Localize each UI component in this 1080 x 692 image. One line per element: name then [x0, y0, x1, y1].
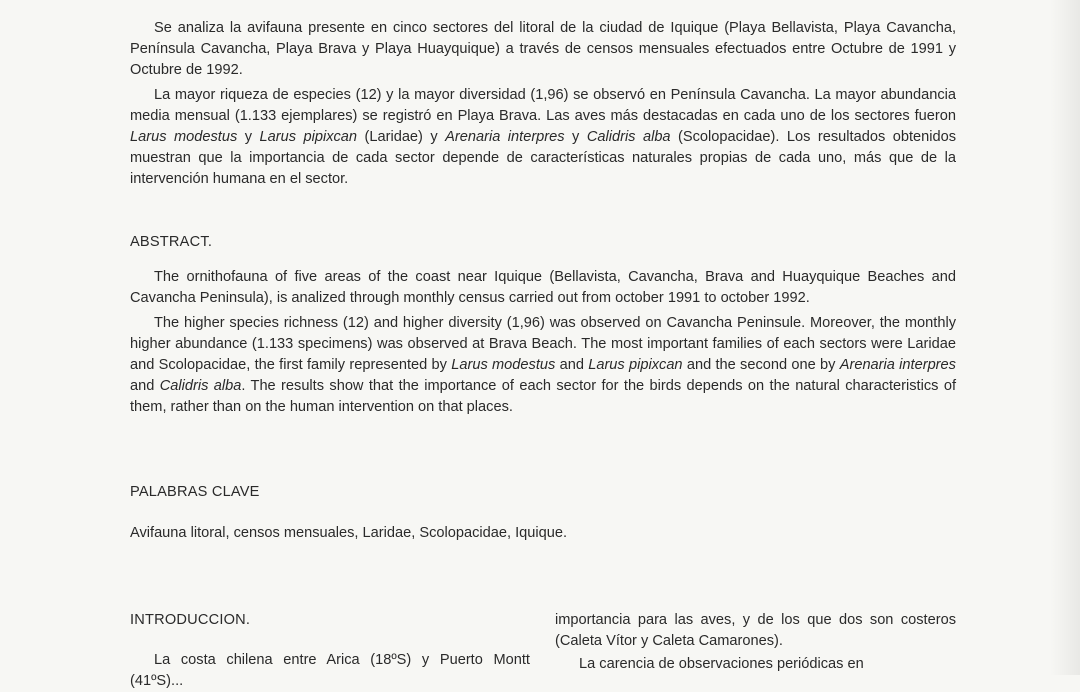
text-run: y — [237, 129, 260, 145]
species-name: Calidris alba — [159, 378, 242, 394]
text-run: The higher species richness (12) and higher diversity (1,96) was observed on Cavancha Peninsule. Moreover, the monthly higher abundance (1.133 specimens) was observed at Brava Beach. The most important families of each sectors were Laridae and Scolopacidae, the first family represented by — [130, 315, 956, 373]
abstract-section — [130, 232, 956, 418]
intro-left-paragraph: La costa chilena entre Arica (18ºS) y Puerto Montt (41ºS)... — [130, 652, 530, 689]
text-run: and — [555, 357, 589, 373]
species-name: Larus pipixcan — [259, 129, 358, 145]
species-name: Larus pipixcan — [588, 357, 683, 373]
text-run: (Laridae) y — [357, 129, 446, 145]
intro-right-paragraph-2: La carencia de observaciones periódicas en — [579, 656, 864, 672]
species-name: Larus modestus — [451, 357, 556, 373]
text-run: y — [564, 129, 587, 145]
resumen-paragraph-2 — [130, 85, 956, 190]
species-name: Arenaria interpres — [839, 357, 956, 373]
text-run: La mayor riqueza de especies (12) y la mayor diversidad (1,96) se observó en Península Cavancha. La mayor abundancia media mensual (1.133 ejemplares) se registró en Playa Brava. Las aves más destacadas en cada uno de los sectores fueron — [130, 87, 956, 124]
abstract-heading: ABSTRACT. — [130, 234, 213, 250]
text-run: and — [130, 378, 160, 394]
intro-right-column — [555, 610, 956, 675]
abstract-paragraph-1: The ornithofauna of five areas of the coast near Iquique (Bellavista, Cavancha, Brava and Huayquique Beaches and Cavancha Peninsula), is analized through monthly census carried out from october 1991 to october 1992. — [130, 269, 956, 306]
text-run: . The results show that the importance of each sector for the birds depends on the natural characteristics of them, rather than on the human intervention on that places. — [130, 378, 956, 415]
text-run: (Scolopacidae). Los resultados obtenidos muestran que la importancia de cada sector depende de características naturales propias de cada uno, más que de la intervención humana en el sector. — [130, 129, 957, 187]
intro-right-paragraph-1: importancia para las aves, y de los que dos son costeros (Caleta Vítor y Caleta Camarones). — [555, 612, 956, 649]
text-run: and the second one by — [682, 357, 840, 373]
keywords-heading: PALABRAS CLAVE — [130, 484, 260, 500]
species-name: Calidris alba — [586, 129, 671, 145]
page-edge-shadow — [1050, 0, 1080, 675]
intro-left-column — [130, 610, 530, 692]
keywords-section — [130, 482, 956, 544]
species-name: Larus modestus — [130, 129, 238, 145]
abstract-paragraph-2 — [130, 313, 956, 418]
introduction-section — [130, 610, 956, 689]
resumen-section — [130, 18, 956, 190]
resumen-paragraph-1: Se analiza la avifauna presente en cinco sectores del litoral de la ciudad de Iquique (Playa Bellavista, Playa Cavancha, Península Cavancha, Playa Brava y Playa Huayquique) a través de censos mensuales efectuados entre Octubre de 1991 y Octubre de 1992. — [130, 20, 956, 78]
intro-heading: INTRODUCCION. — [130, 612, 251, 628]
keywords-text: Avifauna litoral, censos mensuales, Laridae, Scolopacidae, Iquique. — [130, 525, 568, 541]
species-name: Arenaria interpres — [445, 129, 565, 145]
